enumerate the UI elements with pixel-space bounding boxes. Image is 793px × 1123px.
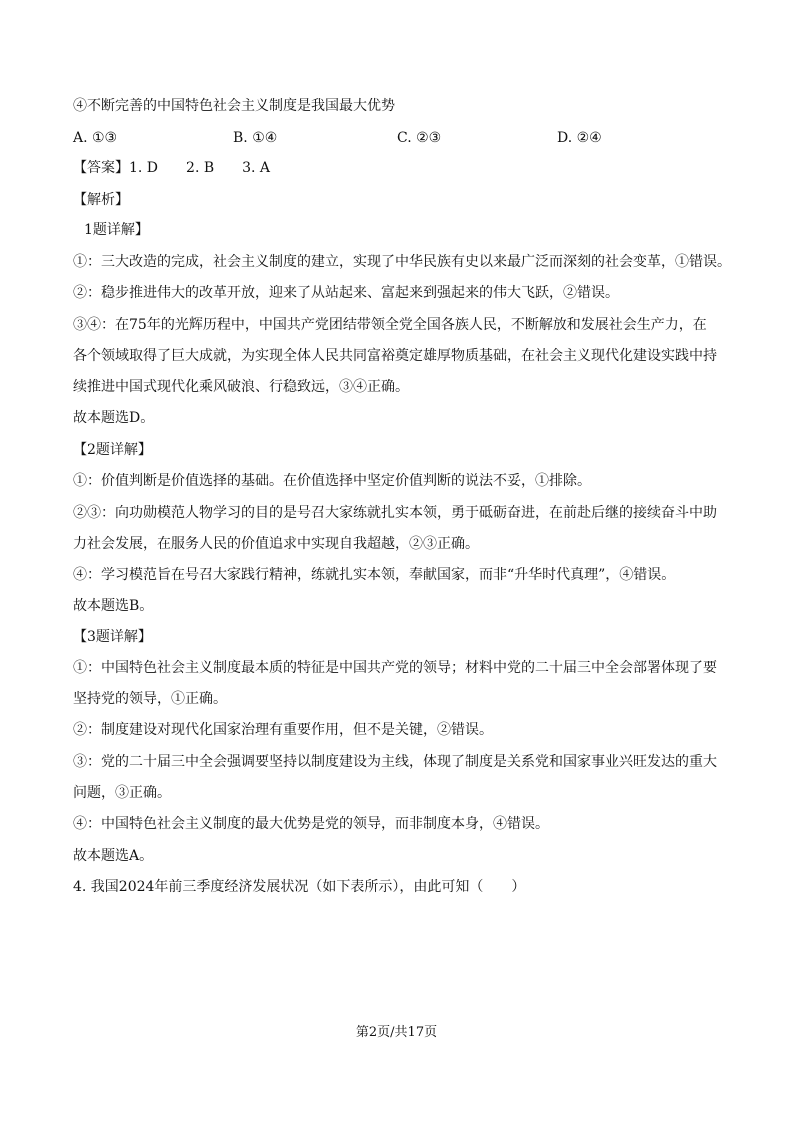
- analysis-tag: 【解析】: [73, 192, 129, 208]
- q3-conclusion: 故本题选A。: [73, 848, 154, 864]
- q1-line: ②：稳步推进伟大的改革开放，迎来了从站起来、富起来到强起来的伟大飞跃，②错误。: [73, 285, 619, 301]
- q1-line: ①：三大改造的完成，社会主义制度的建立，实现了中华民族有史以来最广泛而深刻的社会变革，①错误。: [73, 254, 731, 270]
- option-statement-4: ④不断完善的中国特色社会主义制度是我国最大优势: [73, 98, 395, 114]
- q2-heading: 【2题详解】: [73, 442, 152, 458]
- q2-line: ②③：向功勋模范人物学习的目的是号召大家练就扎实本领，勇于砥砺奋进，在前赴后继的接续奋斗中助: [73, 505, 717, 521]
- q1-line: 续推进中国式现代化乘风破浪、行稳致远，③④正确。: [73, 379, 409, 395]
- q3-line: 坚持党的领导，①正确。: [73, 691, 227, 707]
- option-b: B. ①④: [233, 130, 278, 146]
- q1-heading: 1题详解】: [84, 222, 149, 238]
- page-footer: 第2页/共17页: [355, 1025, 438, 1040]
- q3-line: ③：党的二十届三中全会强调要坚持以制度建设为主线，体现了制度是关系党和国家事业兴旺发达的重大: [73, 754, 717, 770]
- q1-conclusion: 故本题选D。: [73, 410, 155, 426]
- option-c: C. ②③: [397, 130, 442, 146]
- option-a: A. ①③: [73, 130, 118, 146]
- q2-line: ④：学习模范旨在号召大家践行精神，练就扎实本领，奉献国家，而非“升华时代真理”，④错误。: [73, 567, 676, 583]
- q1-line: ③④：在75年的光辉历程中，中国共产党团结带领全党全国各族人民，不断解放和发展社会生产力，在: [73, 317, 707, 333]
- q3-line: ④：中国特色社会主义制度的最大优势是党的领导，而非制度本身，④错误。: [73, 816, 549, 832]
- q3-line: ①：中国特色社会主义制度最本质的特征是中国共产党的领导；材料中党的二十届三中全会部署体现了要: [73, 660, 717, 676]
- question-4-stem: 4. 我国2024年前三季度经济发展状况（如下表所示），由此可知（ ）: [73, 879, 526, 895]
- q1-line: 各个领域取得了巨大成就，为实现全体人民共同富裕奠定雄厚物质基础，在社会主义现代化建设实践中持: [73, 348, 717, 364]
- q2-line: 力社会发展，在服务人民的价值追求中实现自我超越，②③正确。: [73, 536, 479, 552]
- q3-line: 问题，③正确。: [73, 785, 171, 801]
- answer-line: 【答案】1. D 2. B 3. A: [73, 160, 271, 176]
- q2-conclusion: 故本题选B。: [73, 598, 154, 614]
- q2-line: ①：价值判断是价值选择的基础。在价值选择中坚定价值判断的说法不妥，①排除。: [73, 473, 591, 489]
- q3-heading: 【3题详解】: [73, 629, 152, 645]
- q3-line: ②：制度建设对现代化国家治理有重要作用，但不是关键，②错误。: [73, 722, 493, 738]
- option-d: D. ②④: [557, 130, 602, 146]
